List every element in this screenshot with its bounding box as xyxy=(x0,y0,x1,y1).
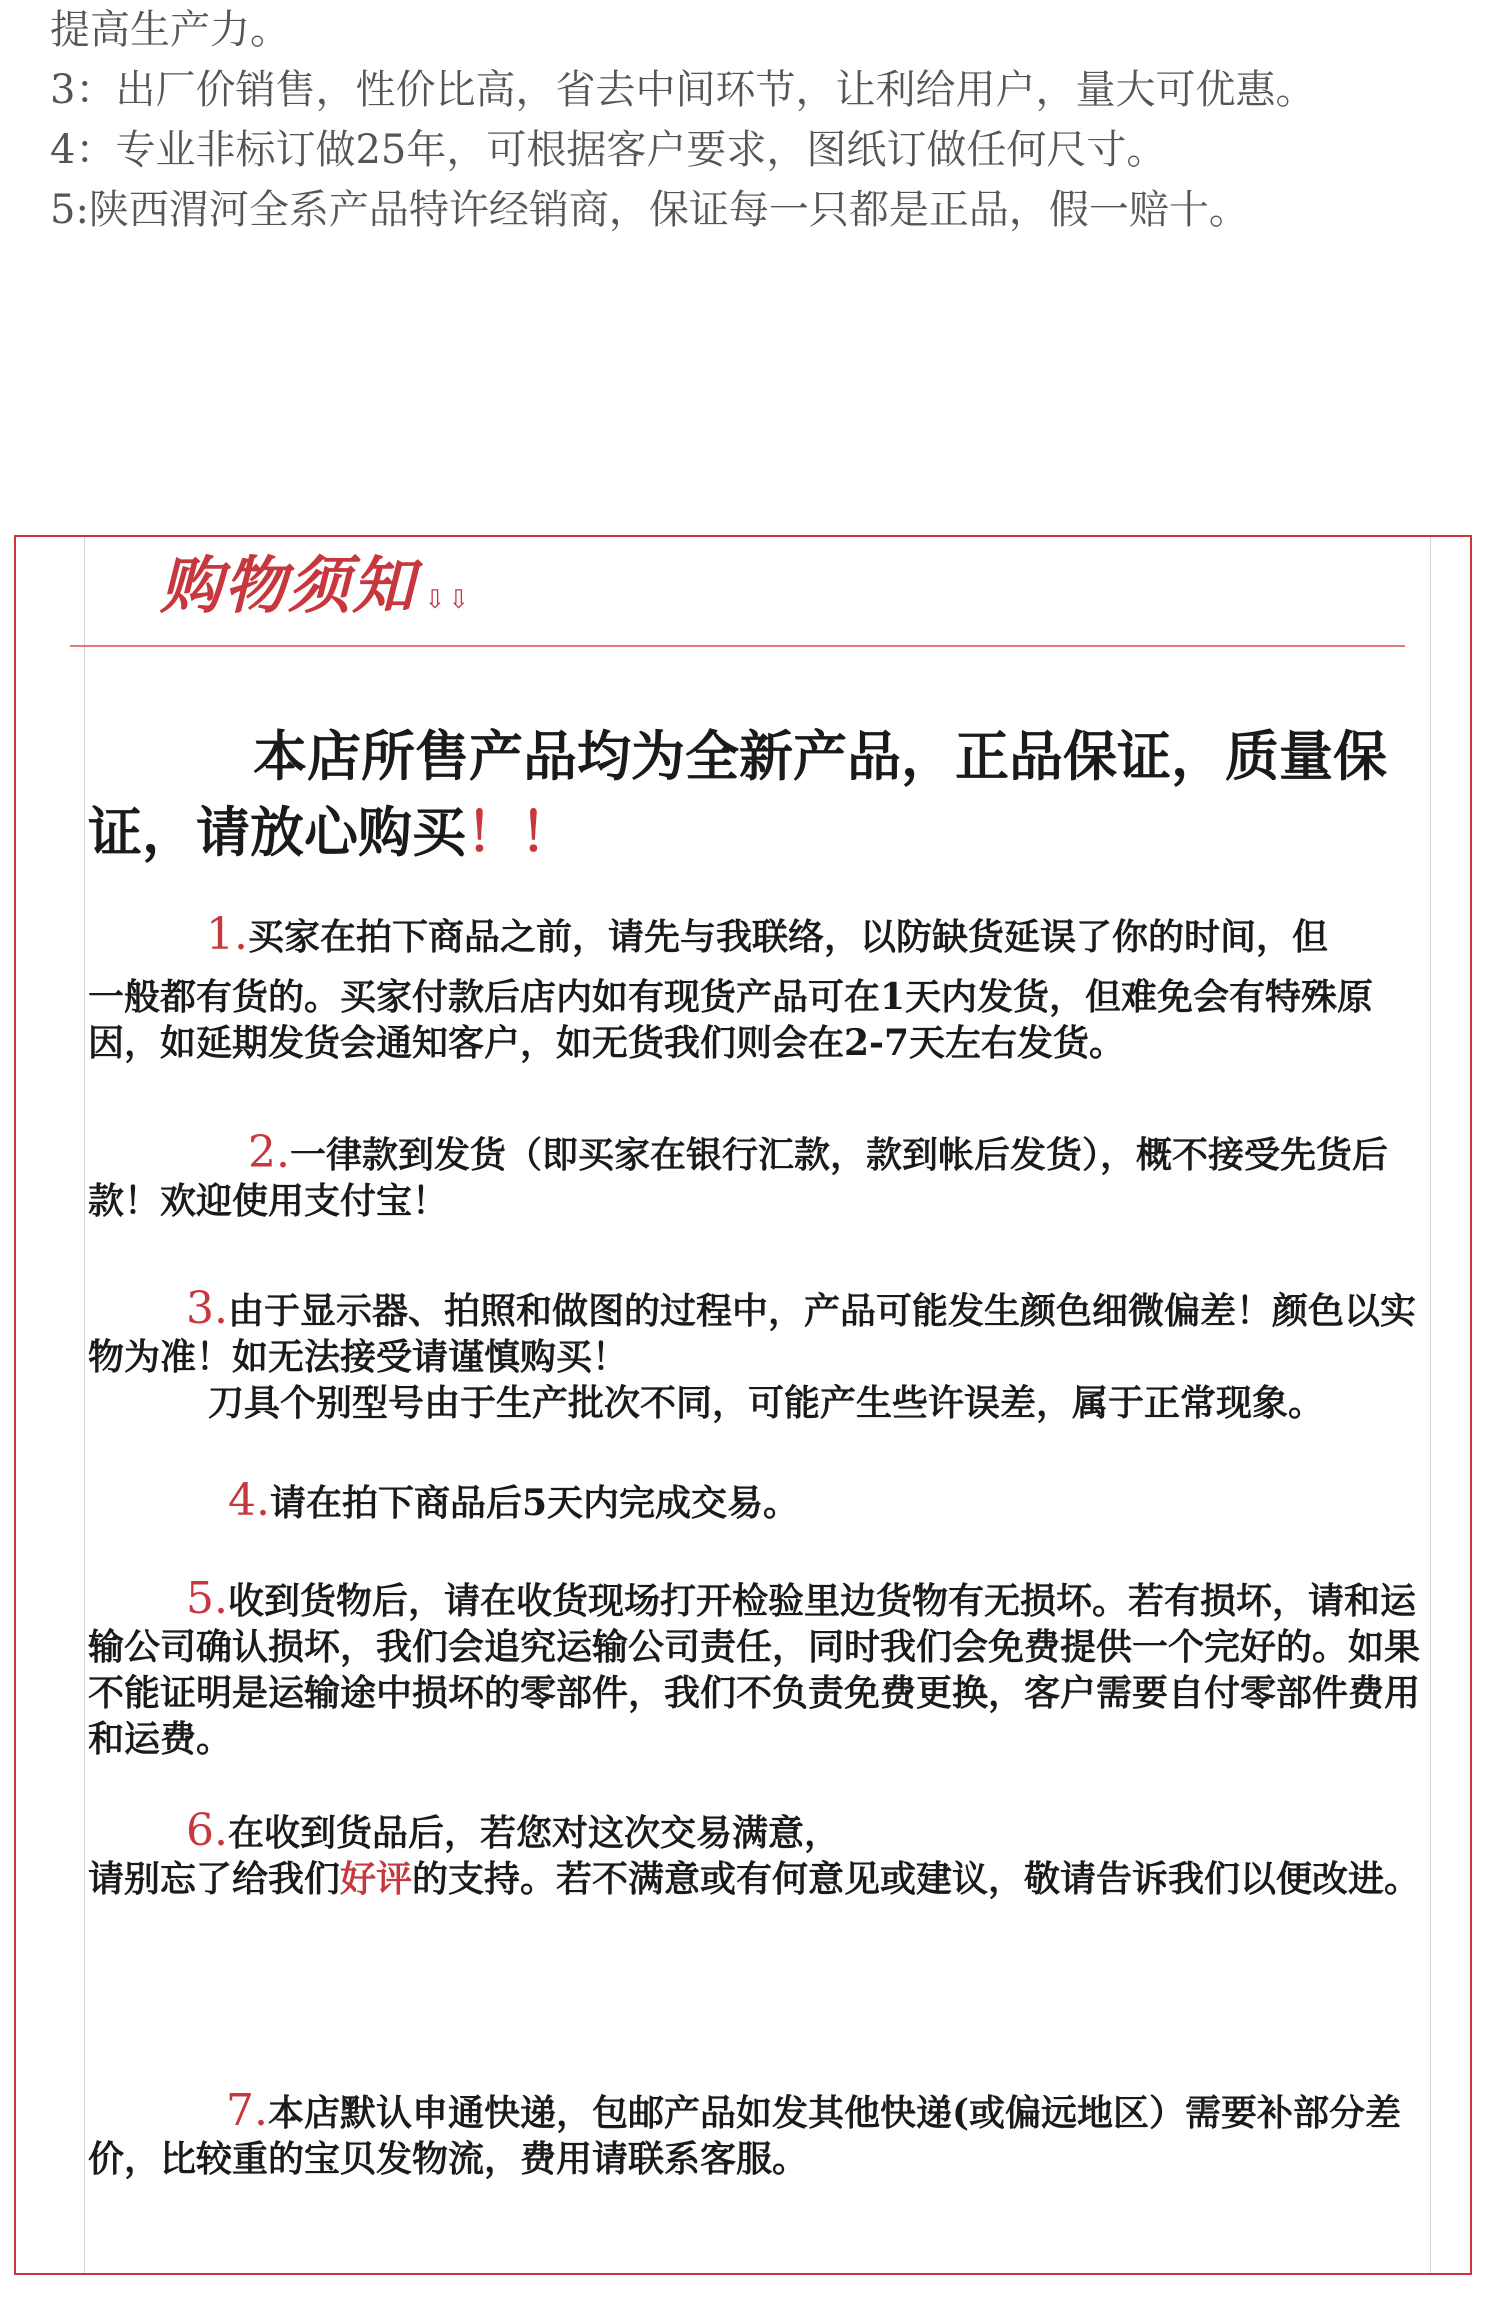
item-text: 一律款到发货（即买家在银行汇款，款到帐后发货），概不接受先货后款！欢迎使用支付宝！ xyxy=(88,1134,1388,1222)
notice-item-4 xyxy=(88,1475,1428,1526)
notice-item-3 xyxy=(88,1283,1428,1426)
item-number: 2. xyxy=(248,1127,290,1178)
title-divider xyxy=(70,645,1405,647)
intro-line: 5:陕西渭河全系产品特许经销商，保证每一只都是正品，假一赔十。 xyxy=(50,187,1249,233)
notice-item-5 xyxy=(88,1573,1428,1762)
item-text-extra: 刀具个别型号由于生产批次不同，可能产生些许误差，属于正常现象。 xyxy=(208,1382,1325,1424)
item-text: 收到货物后，请在收货现场打开检验里边货物有无损坏。若有损坏，请和运输公司确认损坏，我们会追究运输公司责任，同时我们会免费提供一个完好的。如果不能证明是运输途中损坏的零部件，我们不负责免费更换，客户需要自付零部件费用和运费。 xyxy=(88,1580,1421,1760)
item-text-continued: 一般都有货的。买家付款后店内如有现货产品可在1天内发货，但难免会有特殊原因，如延期发货会通知客户，如无货我们则会在2-7天左右发货。 xyxy=(88,976,1374,1064)
headline-exclamation: ！！ xyxy=(466,800,574,864)
item-number: 1. xyxy=(206,909,248,960)
item-text: 在收到货品后，若您对这次交易满意， xyxy=(227,1812,840,1854)
notice-item-6 xyxy=(88,1805,1428,1902)
item-text-continued: 的支持。若不满意或有何意见或建议，敬请告诉我们以便改进。 xyxy=(412,1858,1421,1900)
item-number: 5. xyxy=(186,1573,228,1624)
intro-line: 提高生产力。 xyxy=(50,7,290,53)
item-text: 本店默认申通快递，包邮产品如发其他快递(或偏远地区）需要补部分差价，比较重的宝贝发物流，费用请联系客服。 xyxy=(88,2092,1402,2180)
intro-text xyxy=(50,0,1450,240)
item-text: 买家在拍下商品之前，请先与我联络，以防缺货延误了你的时间，但 xyxy=(247,916,1328,958)
item-text: 请在拍下商品后5天内完成交易。 xyxy=(269,1482,800,1524)
intro-line: 4：专业非标订做25年，可根据客户要求，图纸订做任何尺寸。 xyxy=(50,127,1167,173)
down-arrows-icon: ⇩⇩ xyxy=(424,585,472,615)
good-review-highlight: 好评 xyxy=(340,1858,413,1900)
item-number: 3. xyxy=(186,1283,228,1334)
item-number: 4. xyxy=(228,1475,270,1526)
headline-text: 本店所售产品均为全新产品，正品保证，质量保证，请放心购买 xyxy=(88,724,1387,864)
intro-line: 3：出厂价销售，性价比高，省去中间环节，让利给用户，量大可优惠。 xyxy=(50,67,1316,113)
notice-title xyxy=(160,536,472,625)
notice-item-2 xyxy=(88,1127,1428,1224)
item-text-continued: 请别忘了给我们 xyxy=(88,1858,341,1900)
notice-title-text: 购物须知 xyxy=(160,549,417,622)
item-number: 7. xyxy=(226,2085,268,2136)
item-text: 由于显示器、拍照和做图的过程中，产品可能发生颜色细微偏差！颜色以实物为准！如无法接受请谨慎购买！ xyxy=(88,1290,1416,1378)
notice-item-1 xyxy=(88,909,1428,1066)
item-number: 6. xyxy=(186,1805,228,1856)
notice-headline xyxy=(88,718,1388,870)
notice-item-7 xyxy=(88,2085,1428,2182)
